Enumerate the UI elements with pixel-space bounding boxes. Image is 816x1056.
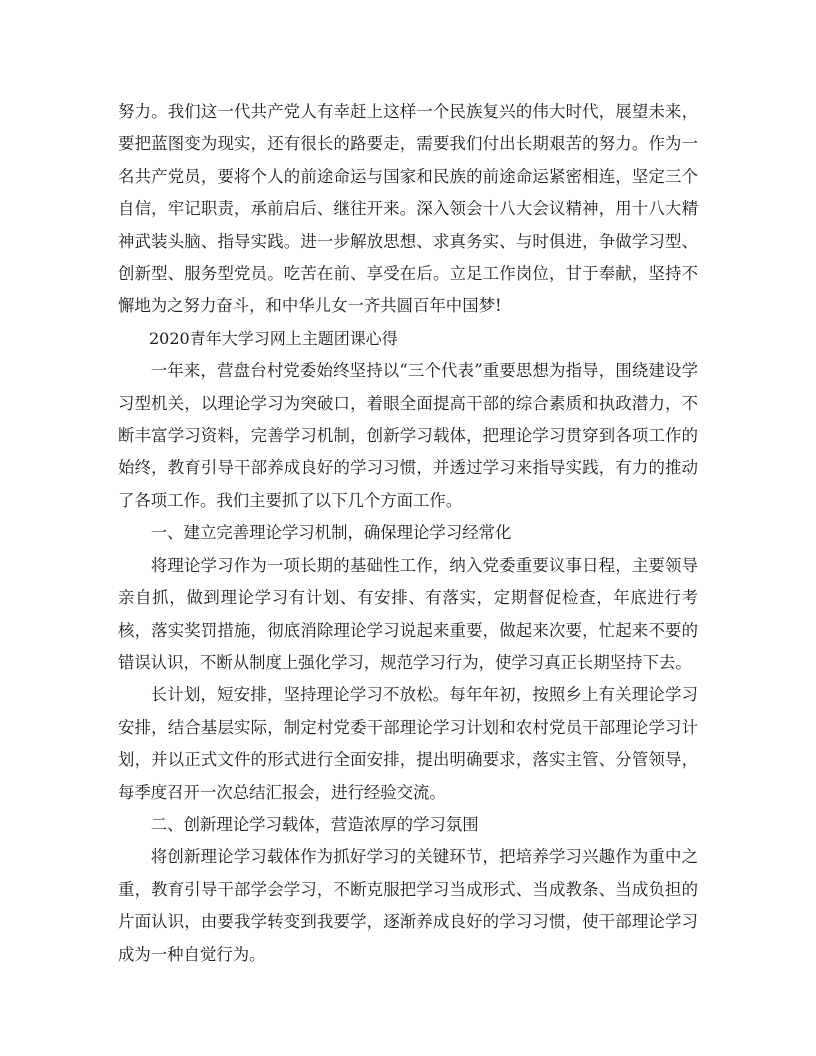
paragraph-3: 长计划，短安排，坚持理论学习不放松。每年年初，按照乡上有关理论学习安排，结合基层实际，制定村党委干部理论学习计划和农村党员干部理论学习计划，并以正式文件的形式进行全面安排，提出明确要求，落实主管、分管领导，每季度召开一次总结汇报会，进行经验交流。 — [118, 685, 698, 802]
paragraph-4: 将创新理论学习载体作为抓好学习的关键环节，把培养学习兴趣作为重中之重，教育引导干部学会学习，不断克服把学习当成形式、当成教条、当成负担的片面认识，由要我学转变到我要学，逐渐养成良好的学习习惯，使干部理论学习成为一种自觉行为。 — [118, 847, 698, 964]
section-heading-1: 一、建立完善理论学习机制，确保理论学习经常化 — [150, 523, 512, 543]
article-subtitle: 2020青年大学习网上主题团课心得 — [149, 328, 398, 348]
paragraph-2: 将理论学习作为一项长期的基础性工作，纳入党委重要议事日程，主要领导亲自抓，做到理论学习有计划、有安排、有落实，定期督促检查，年底进行考核，落实奖罚措施，彻底消除理论学习说起来重要，做起来次要，忙起来不要的错误认识，不断从制度上强化学习，规范学习行为，使学习真正长期坚持下去。 — [118, 555, 698, 672]
section-heading-2: 二、创新理论学习载体，营造浓厚的学习氛围 — [150, 814, 479, 834]
paragraph-1: 一年来，营盘台村党委始终坚持以“三个代表”重要思想为指导，围绕建设学习型机关，以理论学习为突破口，着眼全面提高干部的综合素质和执政潜力，不断丰富学习资料，完善学习机制，创新学习载体，把理论学习贯穿到各项工作的始终，教育引导干部养成良好的学习习惯，并透过学习来指导实践，有力的推动了各项工作。我们主要抓了以下几个方面工作。 — [118, 361, 698, 510]
intro-paragraph: 努力。我们这一代共产党人有幸赶上这样一个民族复兴的伟大时代，展望未来，要把蓝图变为现实，还有很长的路要走，需要我们付出长期艰苦的努力。作为一名共产党员，要将个人的前途命运与国家和民族的前途命运紧密相连，坚定三个自信，牢记职责，承前启后、继往开来。深入领会十八大会议精神，用十八大精神武装头脑、指导实践。进一步解放思想、求真务实、与时俱进，争做学习型、创新型、服务型党员。吃苦在前、享受在后。立足工作岗位，甘于奉献，坚持不懈地为之努力奋斗，和中华儿女一齐共圆百年中国梦! — [118, 102, 698, 316]
document-page — [118, 96, 698, 971]
